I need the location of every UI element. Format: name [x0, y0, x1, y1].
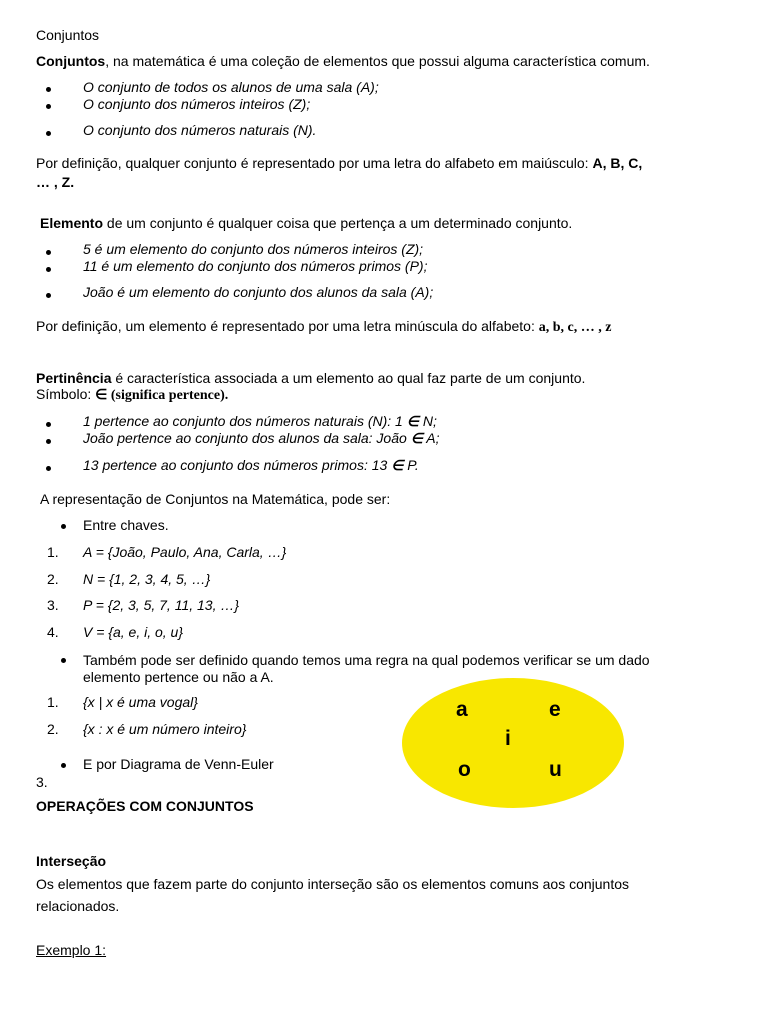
- symbol-line: [36, 386, 228, 404]
- definition-paragraph-2: [36, 318, 611, 336]
- venn-element: u: [549, 758, 562, 781]
- list-item: [83, 430, 440, 448]
- section-heading: OPERAÇÕES COM CONJUNTOS: [36, 798, 254, 814]
- list-number: 4.: [47, 624, 59, 640]
- set-notation: {x : x é um número inteiro}: [83, 721, 247, 737]
- list-item-text: João pertence ao conjunto dos alunos da sala: João: [83, 430, 411, 446]
- definition-text: Por definição, um elemento é representado por uma letra minúscula do alfabeto:: [36, 318, 539, 334]
- document-heading: Conjuntos: [36, 27, 100, 43]
- venn-diagram: [402, 678, 624, 808]
- bullet-icon: [46, 104, 51, 109]
- bullet-icon: [46, 466, 51, 471]
- set-notation: N = {1, 2, 3, 4, 5, …}: [83, 571, 211, 587]
- element-of-symbol: ∈: [95, 388, 108, 403]
- bullet-icon: [46, 87, 51, 92]
- list-item: 11 é um elemento do conjunto dos números primos (P);: [83, 258, 428, 274]
- definition-letters: a, b, c, … , z: [538, 320, 612, 335]
- bullet-icon: [46, 250, 51, 255]
- list-item: João é um elemento do conjunto dos alunos da sala (A);: [83, 284, 434, 300]
- list-item-tail: P.: [403, 457, 419, 473]
- definition-paragraph: [36, 155, 642, 171]
- list-item: Também pode ser definido quando temos uma regra na qual podemos verificar se um dado: [83, 652, 650, 668]
- list-number: 2.: [47, 571, 59, 587]
- intro-term: Conjuntos: [36, 53, 106, 69]
- list-item-continued: elemento pertence ou não a A.: [83, 669, 274, 685]
- list-item-tail: A;: [422, 430, 440, 446]
- bullet-icon: [61, 763, 66, 768]
- bullet-icon: [46, 131, 51, 136]
- list-item: O conjunto dos números naturais (N).: [83, 122, 317, 138]
- elemento-text: de um conjunto é qualquer coisa que pertença a um determinado conjunto.: [103, 215, 573, 231]
- list-number: 2.: [47, 721, 59, 737]
- symbol-meaning: (significa pertence).: [107, 388, 229, 403]
- set-notation: P = {2, 3, 5, 7, 11, 13, …}: [83, 597, 240, 613]
- list-item: O conjunto dos números inteiros (Z);: [83, 96, 311, 112]
- bullet-icon: [46, 439, 51, 444]
- intro-paragraph: [36, 53, 650, 69]
- elemento-paragraph: [40, 215, 572, 231]
- bullet-icon: [61, 658, 66, 663]
- list-item-text: 13 pertence ao conjunto dos números primos: 13: [83, 457, 392, 473]
- intro-text: , na matemática é uma coleção de elementos que possui alguma característica comum.: [105, 53, 650, 69]
- list-number: 3.: [47, 597, 59, 613]
- symbol-label: Símbolo:: [36, 386, 96, 402]
- venn-element: i: [505, 727, 511, 750]
- list-number: 3.: [36, 774, 48, 790]
- list-item: [83, 413, 437, 431]
- list-item-text: 1 pertence ao conjunto dos números naturais (N): 1: [83, 413, 407, 429]
- intersecao-description-continued: relacionados.: [36, 898, 120, 914]
- bullet-icon: [46, 422, 51, 427]
- pertinencia-text: é característica associada a um elemento ao qual faz parte de um conjunto.: [111, 370, 586, 386]
- list-item: E por Diagrama de Venn-Euler: [83, 756, 274, 772]
- definition-letters: A, B, C,: [592, 155, 643, 171]
- definition-text: Por definição, qualquer conjunto é representado por uma letra do alfabeto em maiúsculo:: [36, 155, 593, 171]
- representacao-paragraph: A representação de Conjuntos na Matemática, pode ser:: [40, 491, 391, 507]
- set-notation: V = {a, e, i, o, u}: [83, 624, 184, 640]
- list-item: [83, 457, 419, 475]
- list-item: Entre chaves.: [83, 517, 169, 533]
- venn-element: a: [456, 698, 468, 721]
- bullet-icon: [61, 524, 66, 529]
- venn-element: o: [458, 758, 471, 781]
- bullet-icon: [46, 267, 51, 272]
- element-of-symbol: ∈: [406, 415, 419, 430]
- set-notation: A = {João, Paulo, Ana, Carla, …}: [83, 544, 287, 560]
- pertinencia-paragraph: [36, 370, 585, 386]
- element-of-symbol: ∈: [391, 459, 404, 474]
- pertinencia-term: Pertinência: [36, 370, 112, 386]
- list-item: 5 é um elemento do conjunto dos números inteiros (Z);: [83, 241, 424, 257]
- venn-element: e: [549, 698, 561, 721]
- list-number: 1.: [47, 544, 59, 560]
- example-heading: Exemplo 1:: [36, 942, 107, 958]
- intersecao-description: Os elementos que fazem parte do conjunto interseção são os elementos comuns aos conjuntos: [36, 876, 630, 892]
- elemento-term: Elemento: [40, 215, 104, 231]
- definition-letters-end: … , Z.: [36, 174, 75, 190]
- list-number: 1.: [47, 694, 59, 710]
- list-item-tail: N;: [418, 413, 437, 429]
- set-notation: {x | x é uma vogal}: [83, 694, 198, 710]
- element-of-symbol: ∈: [410, 432, 423, 447]
- subsection-heading: Interseção: [36, 853, 107, 869]
- list-item: O conjunto de todos os alunos de uma sala (A);: [83, 79, 379, 95]
- bullet-icon: [46, 293, 51, 298]
